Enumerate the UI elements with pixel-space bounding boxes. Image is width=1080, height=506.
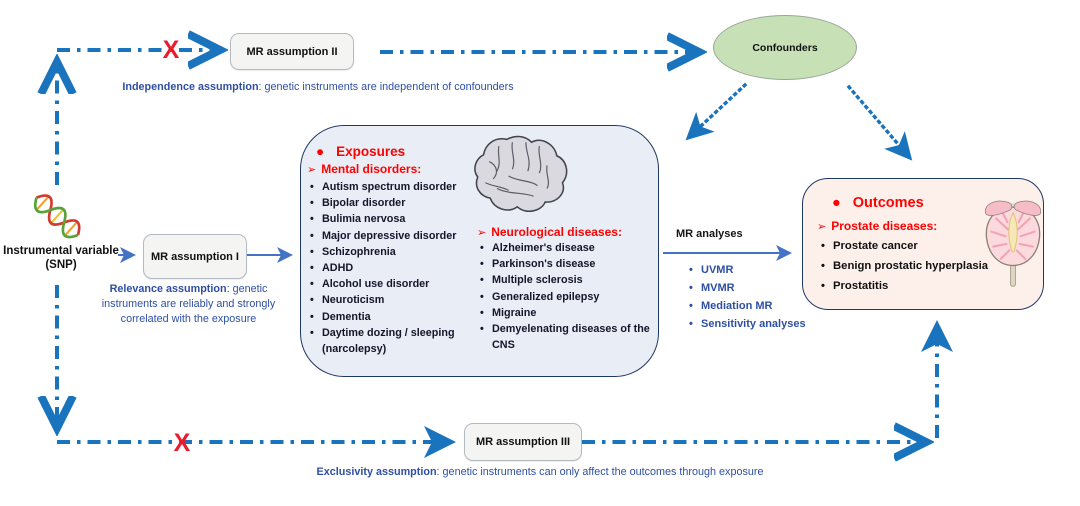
prostate-diseases-heading <box>817 219 937 233</box>
prostate-arrow-bullet-icon: ➢ <box>817 221 827 233</box>
exclusivity-assumption-bold: Exclusivity assumption <box>316 466 437 478</box>
list-item: • Multiple sclerosis <box>479 272 651 288</box>
brain-icon <box>470 132 576 220</box>
list-item: • Major depressive disorder <box>309 228 477 244</box>
list-item: • Neuroticism <box>309 292 477 308</box>
relevance-assumption-text <box>86 282 291 327</box>
list-item: • UVMR <box>688 261 806 279</box>
dna-icon <box>26 186 90 248</box>
neuro-arrow-bullet-icon: ➢ <box>477 227 487 239</box>
list-item: • Prostatitis <box>820 276 1010 296</box>
mr-assumption-3-label: MR assumption III <box>475 436 571 448</box>
relevance-assumption-rest: : genetic instruments are reliably and strongly correlated with the exposure <box>101 283 276 325</box>
instrumental-variable-line1: Instrumental variable <box>3 245 119 257</box>
mr-assumption-1-label: MR assumption I <box>150 250 239 263</box>
independence-assumption-text <box>122 81 513 93</box>
arrow-confounders-to-exposures <box>688 85 745 138</box>
mr-assumption-2-label: MR assumption II <box>246 45 338 58</box>
exposures-title-text: Exposures <box>336 144 406 159</box>
independence-assumption-rest: : genetic instruments are independent of confounders <box>258 81 514 93</box>
neurological-diseases-heading-text: Neurological diseases: <box>491 225 622 239</box>
exclusivity-assumption-text <box>317 466 764 478</box>
mental-arrow-bullet-icon: ➢ <box>307 164 317 176</box>
list-item: • Daytime dozing / sleeping (narcolepsy) <box>309 325 477 357</box>
blocked-cross-bottom-icon: X <box>173 429 191 457</box>
exclusivity-assumption-rest: : genetic instruments can only affect the outcomes through exposure <box>436 466 764 478</box>
neurological-diseases-heading <box>477 225 622 239</box>
list-item: • Autism spectrum disorder <box>309 179 477 195</box>
list-item: • Bulimia nervosa <box>309 211 477 227</box>
mr-assumption-2-box <box>230 33 354 70</box>
instrumental-variable-line2: (SNP) <box>45 259 77 271</box>
list-item: • Parkinson's disease <box>479 256 651 272</box>
list-item: • Alcohol use disorder <box>309 276 477 292</box>
mr-assumption-1-box <box>143 234 247 279</box>
list-item: • Mediation MR <box>688 297 806 315</box>
list-item: • Migraine <box>479 305 651 321</box>
mr-analyses-list <box>688 261 806 333</box>
mr-assumption-3-box <box>464 423 582 461</box>
mental-disorders-heading-text: Mental disorders: <box>321 162 422 176</box>
outcomes-bullet-icon: ● <box>832 195 841 211</box>
prostate-diseases-heading-text: Prostate diseases: <box>831 219 938 233</box>
instrumental-variable-label <box>0 244 122 272</box>
list-item: • Demyelenating diseases of the CNS <box>479 321 651 353</box>
list-item: • Bipolar disorder <box>309 195 477 211</box>
outcomes-title <box>832 195 924 211</box>
prostate-icon <box>980 192 1046 290</box>
list-item: • Schizophrenia <box>309 244 477 260</box>
list-item: • Sensitivity analyses <box>688 315 806 333</box>
list-item: • Generalized epilepsy <box>479 289 651 305</box>
outcomes-title-text: Outcomes <box>852 195 924 211</box>
relevance-assumption-bold: Relevance assumption <box>109 283 227 295</box>
arrow-confounders-to-outcomes <box>849 87 910 158</box>
mr-analyses-label: MR analyses <box>676 228 743 240</box>
list-item: • Dementia <box>309 309 477 325</box>
confounders-label: Confounders <box>752 41 818 54</box>
list-item: • ADHD <box>309 260 477 276</box>
blocked-cross-top-icon: X <box>162 36 180 64</box>
list-item: • MVMR <box>688 279 806 297</box>
list-item: • Benign prostatic hyperplasia <box>820 256 1010 276</box>
list-item: • Prostate cancer <box>820 236 1010 256</box>
mental-disorders-list <box>309 179 477 357</box>
exposures-title <box>316 144 405 159</box>
list-item: • Alzheimer's disease <box>479 240 651 256</box>
neurological-diseases-list <box>479 240 651 353</box>
exposures-bullet-icon: ● <box>316 144 325 159</box>
mental-disorders-heading <box>307 162 421 176</box>
confounders-node <box>713 15 857 80</box>
independence-assumption-bold: Independence assumption <box>122 81 259 93</box>
